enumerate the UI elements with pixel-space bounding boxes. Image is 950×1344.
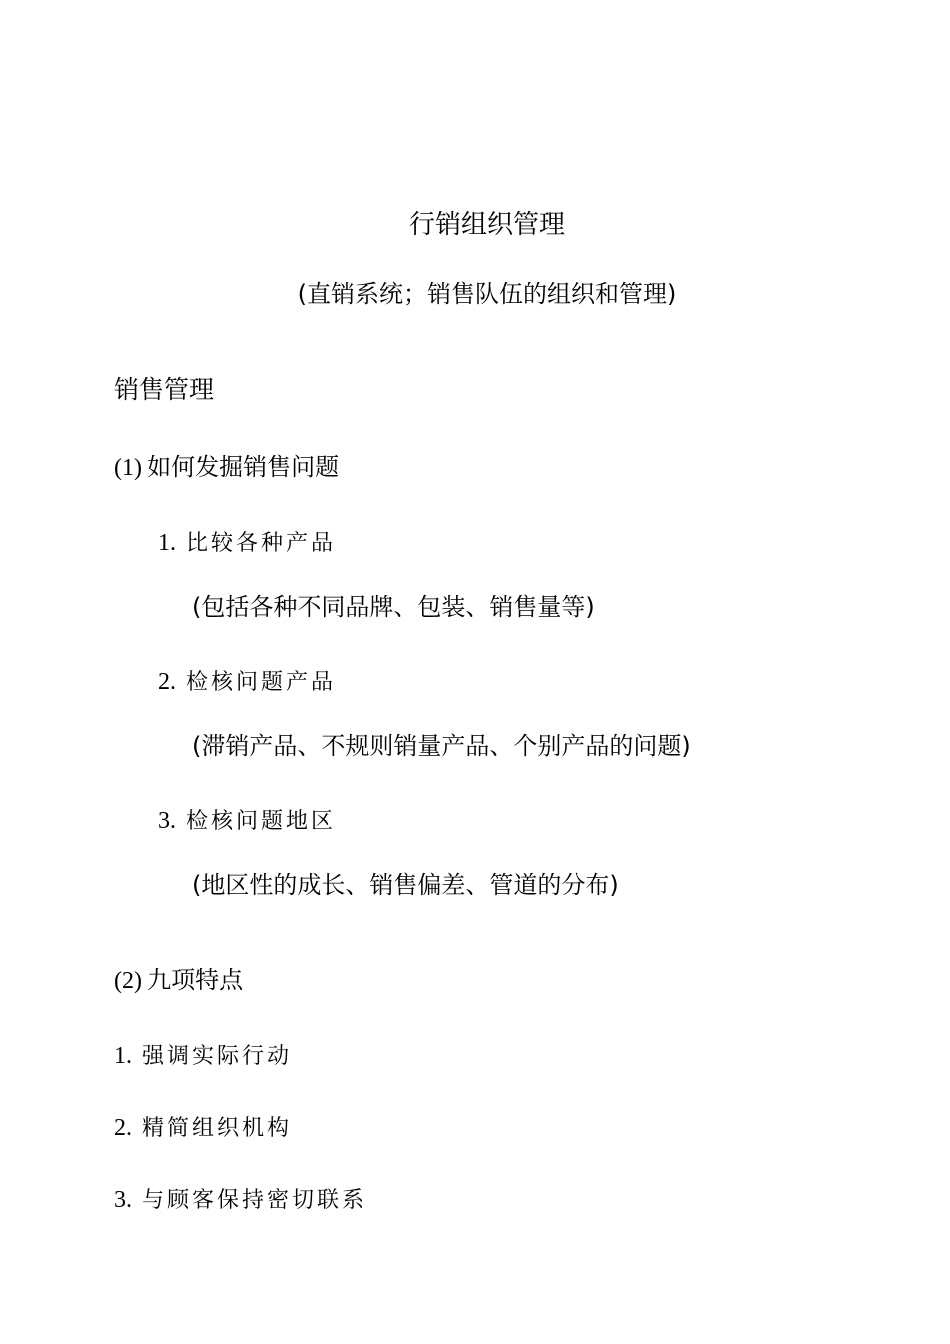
- part1-item-1-note: (包括各种不同品牌、包装、销售量等): [192, 593, 595, 621]
- part2-item-2-text: 精简组织机构: [142, 1116, 293, 1141]
- part1-item-2-text: 检核问题产品: [186, 670, 337, 695]
- part2-item-3: [114, 1188, 367, 1212]
- part1-item-1-text: 比较各种产品: [186, 531, 337, 556]
- part1-item-3-note: (地区性的成长、销售偏差、管道的分布): [192, 871, 619, 899]
- part1-heading-text: 如何发掘销售问题: [147, 453, 340, 481]
- part2-prefix: (2): [114, 968, 142, 994]
- part1-item-2: [158, 670, 336, 694]
- part1-item-2-num: 2.: [158, 669, 176, 695]
- doc-subtitle: (直销系统；销售队伍的组织和管理): [297, 280, 677, 308]
- part2-item-2: [114, 1116, 292, 1140]
- section-heading: 销售管理: [114, 375, 215, 404]
- part1-prefix: (1): [114, 455, 142, 481]
- doc-title: 行销组织管理: [408, 210, 565, 240]
- part1-item-2-note: (滞销产品、不规则销量产品、个别产品的问题): [192, 732, 691, 760]
- part1-item-3: [158, 809, 336, 833]
- part1-item-3-num: 3.: [158, 808, 176, 834]
- part1-item-1: [158, 531, 336, 555]
- part2-item-2-num: 2.: [114, 1115, 132, 1141]
- part1-heading: [114, 455, 339, 480]
- part2-item-3-text: 与顾客保持密切联系: [142, 1188, 368, 1213]
- part2-item-3-num: 3.: [114, 1187, 132, 1213]
- part2-heading: [114, 968, 243, 993]
- part2-item-1: [114, 1044, 292, 1068]
- part1-item-3-text: 检核问题地区: [186, 809, 337, 834]
- part2-item-1-text: 强调实际行动: [142, 1044, 293, 1069]
- part2-heading-text: 九项特点: [147, 966, 244, 994]
- part1-item-1-num: 1.: [158, 530, 176, 556]
- part2-item-1-num: 1.: [114, 1043, 132, 1069]
